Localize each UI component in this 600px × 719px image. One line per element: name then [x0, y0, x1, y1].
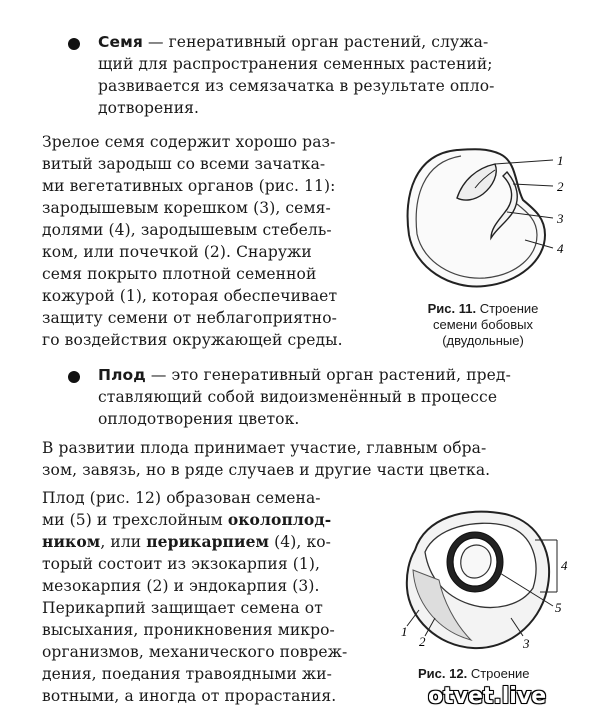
figure-11-caption: Рис. 11. Строение семени бобовых (двудольные)	[427, 301, 539, 348]
fruit-definition: Плод — это генеративный орган растений, пред- ставляющий собой видоизменённый в процессе оплодотворения цветок.	[98, 366, 511, 428]
seed-term: Семя	[98, 33, 143, 51]
callout-4: 4	[557, 241, 564, 256]
fruit-paragraph: Плод (рис. 12) образован семена- ми (5) и трехслойным околоплод- ником, или перикарпием (4), ко- торый состоит из экзокарпия (1), мезокарпия (2) и эндокарпия (3). Перикарпий защищает семена от высыхания, проникновения микро- организмов, механического повреж- дения, поедания травоядными жи- вотными, а иногда от прорастания.	[42, 489, 348, 705]
callout-2: 2	[419, 634, 426, 649]
callout-2: 2	[557, 179, 564, 194]
seed-shape	[461, 545, 491, 578]
callout-5: 5	[555, 600, 562, 615]
bullet-icon	[68, 38, 80, 50]
callout-1: 1	[557, 153, 564, 168]
fruit-intro: В развитии плода принимает участие, главным обра- зом, завязь, но в ряде случаев и другие части цветка.	[42, 439, 491, 479]
bullet-icon	[68, 371, 80, 383]
figure-12-caption: Рис. 12. Строение	[418, 666, 530, 681]
figure-11-bean-seed	[395, 140, 580, 300]
seed-definition: Семя — генеративный орган растений, служа- щий для распространения семенных растений; развивается из семязачатка в результате опло- дотворения.	[98, 33, 495, 117]
figure-12-fruit-section	[395, 500, 580, 660]
fruit-term: Плод	[98, 366, 146, 384]
callout-3: 3	[557, 211, 564, 226]
watermark: otvet.live	[428, 684, 547, 709]
callout-4: 4	[561, 558, 568, 573]
seed-paragraph: Зрелое семя содержит хорошо раз- витый зародыш со всеми зачатка- ми вегетативных органов (рис. 11): зародышевым корешком (3), семя- долями (4), зародышевым стебель- ком, или почечкой (2). Снаружи семя покрыто плотной семенной кожурой (1), которая обеспечивает защиту семени от неблагоприятно- го воздействия окружающей среды.	[42, 133, 343, 349]
callout-1: 1	[401, 624, 408, 639]
term-pericarp: перикарпием	[146, 532, 270, 551]
term-pericarp-ru: околоплод-	[227, 510, 332, 529]
callout-3: 3	[523, 636, 530, 651]
seed-coat-outline	[408, 149, 545, 286]
